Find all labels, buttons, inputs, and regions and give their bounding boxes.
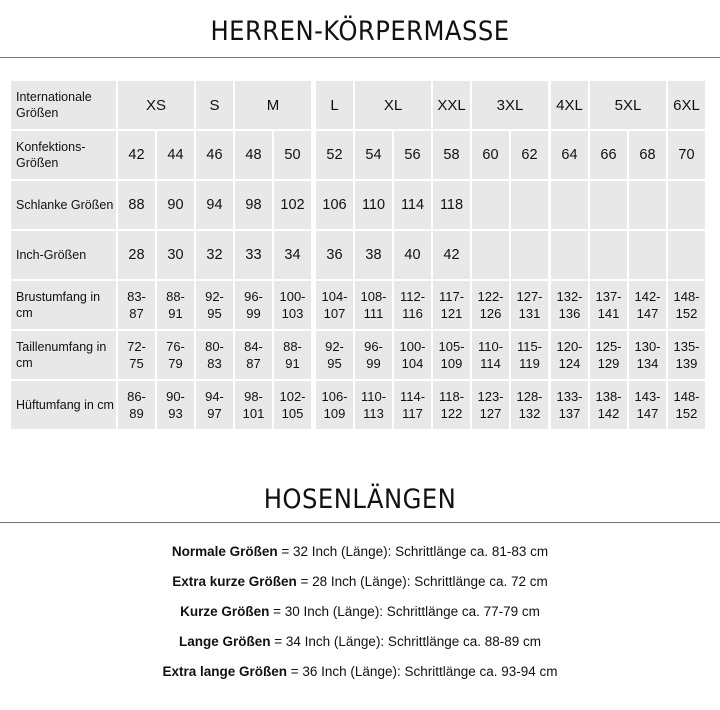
size-header-xl: XL — [355, 81, 431, 129]
length-size-name: Normale Größen — [171, 544, 278, 559]
table-cell — [551, 231, 588, 279]
table-cell — [629, 231, 666, 279]
table-cell: 108- 111 — [355, 281, 392, 329]
row-label: Inch-Größen — [11, 231, 116, 279]
size-header-3xl: 3XL — [472, 81, 548, 129]
table-cell: 117- 121 — [433, 281, 470, 329]
table-cell: 118 — [433, 181, 470, 229]
table-cell: 70 — [668, 131, 705, 179]
table-cell: 96- 99 — [355, 331, 392, 379]
table-cell: 92- 95 — [316, 331, 353, 379]
table-cell: 58 — [433, 131, 470, 179]
row-label: Taillenumfang in cm — [11, 331, 116, 379]
table-cell: 132- 136 — [551, 281, 588, 329]
table-cell — [668, 181, 705, 229]
table-cell: 122- 126 — [472, 281, 509, 329]
table-cell: 127- 131 — [511, 281, 548, 329]
table-cell: 148- 152 — [668, 381, 705, 429]
table-cell: 138- 142 — [590, 381, 627, 429]
table-cell: 135- 139 — [668, 331, 705, 379]
table-cell: 104- 107 — [316, 281, 353, 329]
table-cell: 105- 109 — [433, 331, 470, 379]
length-line — [0, 664, 720, 679]
table-cell: 92- 95 — [196, 281, 233, 329]
size-header-xxl: XXL — [433, 81, 470, 129]
table-cell: 32 — [196, 231, 233, 279]
table-cell: 33 — [235, 231, 272, 279]
length-line — [0, 544, 720, 559]
length-size-name: Kurze Größen — [180, 604, 270, 619]
table-cell: 64 — [551, 131, 588, 179]
table-cell — [590, 181, 627, 229]
table-cell: 83- 87 — [118, 281, 155, 329]
table-cell: 90 — [157, 181, 194, 229]
table-cell: 118- 122 — [433, 381, 470, 429]
table-cell: 100- 103 — [274, 281, 311, 329]
table-cell: 120- 124 — [551, 331, 588, 379]
table-cell: 42 — [433, 231, 470, 279]
table-cell: 48 — [235, 131, 272, 179]
table-cell: 110- 114 — [472, 331, 509, 379]
length-description: = 28 Inch (Länge): Schrittlänge ca. 72 cm — [296, 574, 548, 589]
table-cell — [472, 231, 509, 279]
table-cell: 102 — [274, 181, 311, 229]
table-cell — [472, 181, 509, 229]
table-cell: 36 — [316, 231, 353, 279]
table-cell: 114- 117 — [394, 381, 431, 429]
size-header-xs: XS — [118, 81, 194, 129]
table-cell: 100- 104 — [394, 331, 431, 379]
table-cell: 62 — [511, 131, 548, 179]
size-header-4xl: 4XL — [551, 81, 588, 129]
table-cell: 54 — [355, 131, 392, 179]
length-description: = 36 Inch (Länge): Schrittlänge ca. 93-94 cm — [287, 664, 558, 679]
table-cell — [511, 181, 548, 229]
table-cell: 30 — [157, 231, 194, 279]
table-cell: 94- 97 — [196, 381, 233, 429]
table-cell: 34 — [274, 231, 311, 279]
section-divider — [0, 522, 720, 523]
length-line — [0, 634, 720, 649]
table-cell: 114 — [394, 181, 431, 229]
table-cell: 38 — [355, 231, 392, 279]
table-cell: 86- 89 — [118, 381, 155, 429]
table-cell: 133- 137 — [551, 381, 588, 429]
table-cell: 143- 147 — [629, 381, 666, 429]
table-cell: 50 — [274, 131, 311, 179]
table-cell — [668, 231, 705, 279]
table-cell: 76- 79 — [157, 331, 194, 379]
table-cell: 110 — [355, 181, 392, 229]
table-cell: 96- 99 — [235, 281, 272, 329]
row-label: Brustumfang in cm — [11, 281, 116, 329]
table-cell: 102- 105 — [274, 381, 311, 429]
size-header-l: L — [316, 81, 353, 129]
table-cell: 66 — [590, 131, 627, 179]
table-cell: 88 — [118, 181, 155, 229]
table-cell: 115- 119 — [511, 331, 548, 379]
table-cell: 80- 83 — [196, 331, 233, 379]
table-cell: 90- 93 — [157, 381, 194, 429]
table-cell: 112- 116 — [394, 281, 431, 329]
table-cell: 142- 147 — [629, 281, 666, 329]
table-cell: 84- 87 — [235, 331, 272, 379]
header-label: Internationale Größen — [11, 81, 116, 129]
size-header-5xl: 5XL — [590, 81, 666, 129]
table-cell: 137- 141 — [590, 281, 627, 329]
table-cell: 44 — [157, 131, 194, 179]
length-line — [0, 574, 720, 589]
table-cell: 106 — [316, 181, 353, 229]
section-title: HOSENLÄNGEN — [263, 484, 457, 515]
table-cell: 88- 91 — [274, 331, 311, 379]
length-size-name: Lange Größen — [178, 634, 271, 649]
length-description: = 34 Inch (Länge): Schrittlänge ca. 88-89 cm — [270, 634, 542, 649]
row-label: Hüftumfang in cm — [11, 381, 116, 429]
length-size-name: Extra lange Größen — [162, 664, 287, 679]
table-cell: 40 — [394, 231, 431, 279]
table-cell: 130- 134 — [629, 331, 666, 379]
table-cell — [590, 231, 627, 279]
table-cell: 128- 132 — [511, 381, 548, 429]
table-cell: 28 — [118, 231, 155, 279]
table-cell: 88- 91 — [157, 281, 194, 329]
table-cell: 123- 127 — [472, 381, 509, 429]
table-cell: 42 — [118, 131, 155, 179]
length-description: = 30 Inch (Länge): Schrittlänge ca. 77-79 cm — [269, 604, 540, 619]
length-description: = 32 Inch (Länge): Schrittlänge ca. 81-83 cm — [277, 544, 549, 559]
table-cell: 46 — [196, 131, 233, 179]
table-cell — [551, 181, 588, 229]
table-cell: 60 — [472, 131, 509, 179]
table-cell: 110- 113 — [355, 381, 392, 429]
table-cell: 98- 101 — [235, 381, 272, 429]
length-size-name: Extra kurze Größen — [172, 574, 297, 589]
table-cell: 56 — [394, 131, 431, 179]
table-cell: 94 — [196, 181, 233, 229]
table-cell: 68 — [629, 131, 666, 179]
page-title: HERREN-KÖRPERMASSE — [210, 16, 510, 47]
table-cell: 148- 152 — [668, 281, 705, 329]
table-cell — [511, 231, 548, 279]
row-label: Schlanke Größen — [11, 181, 116, 229]
size-header-6xl: 6XL — [668, 81, 705, 129]
row-label: Konfektions-Größen — [11, 131, 116, 179]
table-cell: 72- 75 — [118, 331, 155, 379]
table-cell — [629, 181, 666, 229]
table-cell: 106- 109 — [316, 381, 353, 429]
table-cell: 125- 129 — [590, 331, 627, 379]
size-header-s: S — [196, 81, 233, 129]
table-cell: 98 — [235, 181, 272, 229]
table-cell: 52 — [316, 131, 353, 179]
size-header-m: M — [235, 81, 311, 129]
length-line — [0, 604, 720, 619]
